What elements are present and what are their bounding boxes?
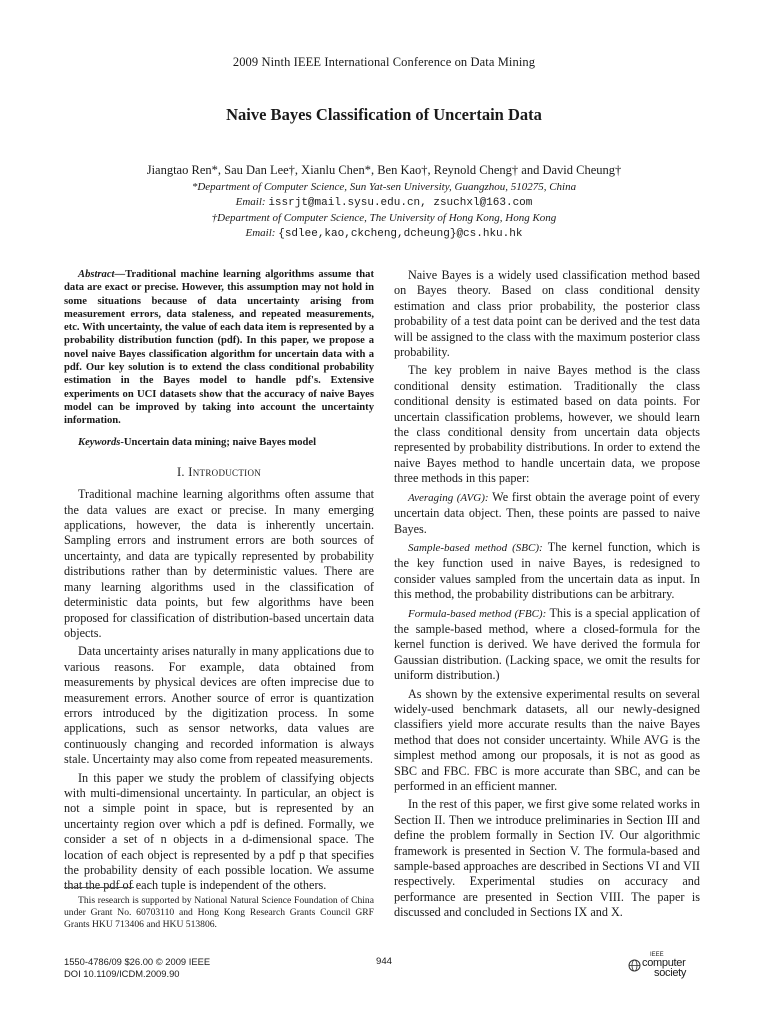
intro-paragraph-1: Traditional machine learning algorithms often assume that the data values are exact or precise. In many emerging applications, however, the data is inherently uncertain. Sampling errors and instrument errors are both sources of uncertainty, and data are typically represented by probability distributions rather than by deterministic values. There are many learning algorithms used in the classification of deterministic data points, but few algorithms have been proposed for classification of distribution-based uncertain data objects. <box>64 487 374 640</box>
footnote-rule <box>64 887 134 888</box>
intro-paragraph-2: Data uncertainty arises naturally in many applications due to various reasons. For example, data obtained from measurements by physical devices are often imprecise due to measurement errors. Another source of error is quantization errors introduced by the digitization process. In some applications, such as sensor networks, data values are continuously changing and recorded information is always stale. Uncertainty may also come from repeated measurements. <box>64 644 374 767</box>
abstract-label: Abstract <box>78 269 115 280</box>
left-column <box>64 268 374 897</box>
affiliation-1: *Department of Computer Science, Sun Yat-sen University, Guangzhou, 510275, China <box>191 181 577 193</box>
body-paragraph-3: As shown by the extensive experimental results on several widely-used benchmark datasets, all our newly-designed classifiers yield more accurate results than the naive Bayes method that does not consider uncertainty. While AVG is the simplest method among our proposals, it is not as good as SBC and FBC. FBC is more accurate than SBC, and can be performed in an efficient manner. <box>394 686 700 793</box>
logo-line-2: society <box>654 967 687 979</box>
email-label: Email: <box>245 227 276 239</box>
affiliation-2: †Department of Computer Science, The University of Hong Kong, Hong Kong <box>211 212 557 224</box>
abstract <box>64 268 374 428</box>
method-avg-text: We first obtain the average point of every uncertain data object. Then, these points are passed to naive Bayes. <box>394 489 700 536</box>
page-number: 944 <box>375 956 392 967</box>
section-title: Introduction <box>188 464 262 479</box>
method-fbc-text: This is a special application of the sample-based method, where a closed-formula for the kernel function is derived. We have derived the formula for Gaussian distribution. (Lacking space, we omit the results for uniform distribution.) <box>394 605 701 683</box>
email-addresses: {sdlee,kao,ckcheng,dcheung}@cs.hku.hk <box>278 228 523 240</box>
email-addresses: issrjt@mail.sysu.edu.cn, zsuchxl@163.com <box>268 197 533 209</box>
abstract-text: —Traditional machine learning algorithms assume that data are exact or precise. However, this assumption may not hold in some situations because of data uncertainty arising from measurement errors, data staleness, and repeated measurements, etc. With uncertainty, the value of each data item is represented by a probability distribution function (pdf). In this paper, we propose a novel naive Bayes classification algorithm for uncertain data with a pdf. Our key solution is to extend the class conditional probability estimation in the Bayes model to handle pdf's. Extensive experiments on UCI datasets show that the accuracy of naive Bayes model can be improved by taking into account the uncertainty information. <box>64 269 374 427</box>
method-sbc-text: The kernel function, which is the key function used in naive Bayes, is redesigned to consider values sampled from the uncertain data as input. In this method, the probability distributions can be arbitrary. <box>394 539 700 602</box>
method-avg <box>394 490 700 537</box>
section-heading-introduction <box>64 465 374 480</box>
email-label: Email: <box>235 196 266 208</box>
author-list: Jiangtao Ren*, Sau Dan Lee†, Xianlu Chen*, Ben Kao†, Reynold Cheng† and David Cheung† <box>146 163 622 177</box>
logo-ieee-text: IEEE <box>650 952 664 958</box>
keywords <box>64 436 374 449</box>
computer-society-logo <box>628 952 708 980</box>
paper-title: Naive Bayes Classification of Uncertain Data <box>226 105 542 124</box>
keywords-label: Keywords <box>78 436 121 448</box>
email-line-1 <box>0 196 768 209</box>
method-avg-head: Averaging (AVG): <box>408 491 489 504</box>
method-fbc <box>394 606 700 684</box>
method-sbc <box>394 540 700 603</box>
doi-line: DOI 10.1109/ICDM.2009.90 <box>64 968 180 979</box>
issn-line: 1550-4786/09 $26.00 © 2009 IEEE <box>64 956 211 967</box>
body-paragraph-2: The key problem in naive Bayes method is the class conditional density estimation. Traditionally the class conditional density is estimated based on data points. For uncertain classification problems, however, we should learn the class conditional density from uncertain data objects represented by probability distributions. In order to extend the naive Bayes method to handle uncertain data, we propose three methods in this paper: <box>394 363 700 486</box>
right-column <box>394 268 700 924</box>
conference-name: 2009 Ninth IEEE International Conference on Data Mining <box>232 55 536 69</box>
email-line-2 <box>0 227 768 240</box>
intro-paragraph-3: In this paper we study the problem of classifying objects with multi-dimensional uncertainty. In particular, an object is not a simple point in space, but is represented by an uncertainty region over which a pdf is defined. Formally, we consider a set of n objects in a d-dimensional space. The location of each object is represented by a pdf p that specifies the probability density of each possible location. We assume that the pdf of each tuple is independent of the others. <box>64 770 374 893</box>
logo-line-1: computer <box>642 957 686 969</box>
body-paragraph-1: Naive Bayes is a widely used classification method based on Bayes theory. Based on class conditional density estimation and class prior probability, the posterior class probability of a test data point can be derived and the test data will be assigned to the class with the maximum posterior class probability. <box>394 268 700 360</box>
method-sbc-head: Sample-based method (SBC): <box>408 541 543 554</box>
funding-footnote: This research is supported by National Natural Science Foundation of China under Grant No. 60703110 and Hong Kong Research Grants Council GRF Grants HKU 713406 and HKU 513806. <box>64 895 374 930</box>
globe-icon <box>628 959 641 972</box>
section-number: I. <box>176 464 185 479</box>
method-fbc-head: Formula-based method (FBC): <box>408 607 547 620</box>
keywords-text: -Uncertain data mining; naive Bayes model <box>120 436 317 448</box>
body-paragraph-4: In the rest of this paper, we first give some related works in Section II. Then we introduce preliminaries in Section III and define the problem formally in Section IV. Our algorithmic framework is presented in Section V. The formula-based and sample-based approaches are described in Sections VI and VII respectively. Experimental studies on accuracy and performance are presented in Section VIII. The paper is discussed and concluded in Sections IX and X. <box>394 797 700 920</box>
